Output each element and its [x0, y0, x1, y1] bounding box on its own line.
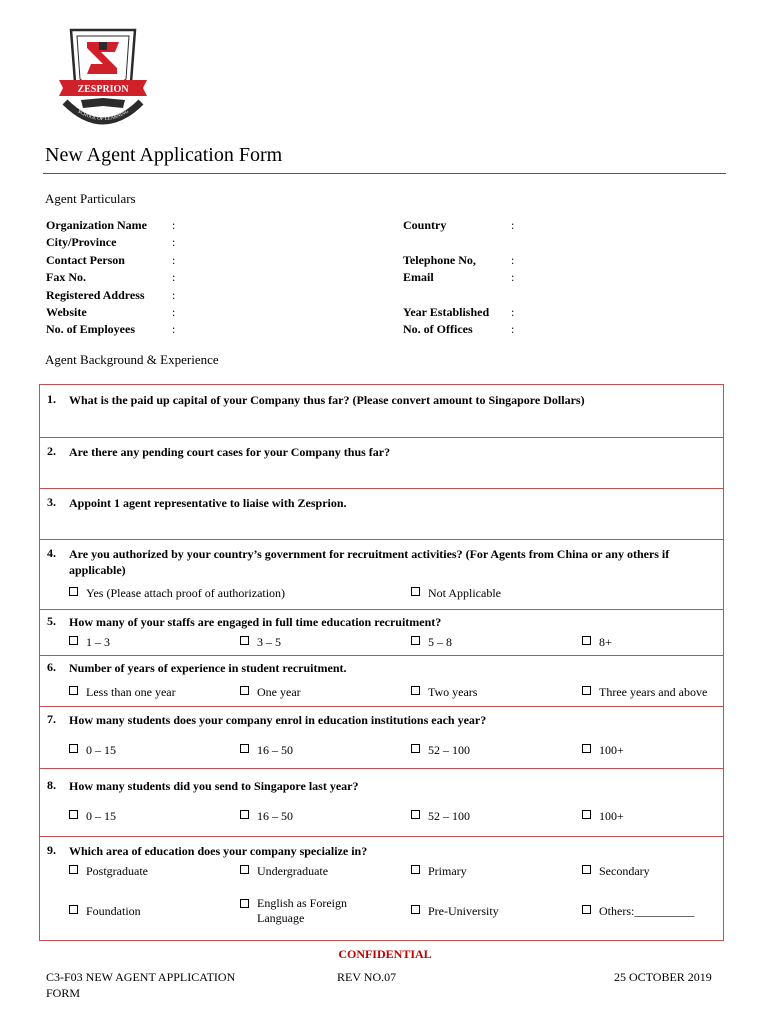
q6-number: 6.: [47, 660, 56, 674]
colon: :: [172, 235, 176, 249]
q2-number: 2.: [47, 444, 56, 458]
checkbox[interactable]: [240, 810, 249, 819]
footer-revision: REV NO.07: [337, 970, 397, 984]
label-contact-person: Contact Person: [46, 253, 125, 267]
q8-option-1[interactable]: 0 – 15: [69, 809, 116, 824]
label-organization-name: Organization Name: [46, 218, 147, 232]
q5-option-2[interactable]: 3 – 5: [240, 635, 281, 650]
checkbox[interactable]: [69, 686, 78, 695]
checkbox[interactable]: [69, 905, 78, 914]
footer-date: 25 OCTOBER 2019: [614, 970, 712, 984]
q8-option-2[interactable]: 16 – 50: [240, 809, 293, 824]
q8-text: How many students did you send to Singapore last year?: [69, 779, 359, 793]
checkbox[interactable]: [582, 686, 591, 695]
checkbox[interactable]: [411, 744, 420, 753]
label-email: Email: [403, 270, 434, 284]
logo-brand-text: ZESPRION: [77, 84, 129, 95]
checkbox[interactable]: [69, 744, 78, 753]
colon: :: [172, 322, 176, 336]
q6-option-4[interactable]: Three years and above: [582, 685, 707, 700]
title-divider: [43, 173, 726, 174]
label-telephone: Telephone No,: [403, 253, 476, 267]
row-divider: [39, 706, 724, 707]
q1-number: 1.: [47, 392, 56, 406]
q7-text: How many students does your company enrol in education institutions each year?: [69, 713, 487, 727]
agent-particulars-title: Agent Particulars: [45, 191, 136, 206]
row-divider: [39, 437, 724, 438]
checkbox[interactable]: [240, 636, 249, 645]
q5-option-3[interactable]: 5 – 8: [411, 635, 452, 650]
q9-text: Which area of education does your company specialize in?: [69, 844, 368, 858]
row-divider: [39, 768, 724, 769]
colon: :: [511, 322, 515, 336]
colon: :: [172, 305, 176, 319]
checkbox[interactable]: [411, 905, 420, 914]
colon: :: [511, 270, 515, 284]
q9-option-primary[interactable]: Primary: [411, 864, 467, 879]
row-divider: [39, 539, 724, 540]
label-city-province: City/Province: [46, 235, 117, 249]
checkbox[interactable]: [69, 636, 78, 645]
q9-number: 9.: [47, 843, 56, 857]
q8-option-3[interactable]: 52 – 100: [411, 809, 470, 824]
checkbox[interactable]: [582, 744, 591, 753]
q4-option-yes[interactable]: Yes (Please attach proof of authorization): [69, 586, 285, 601]
q5-option-4[interactable]: 8+: [582, 635, 612, 650]
label-website: Website: [46, 305, 87, 319]
q6-text: Number of years of experience in student recruitment.: [69, 661, 347, 675]
q1-text: What is the paid up capital of your Company thus far? (Please convert amount to Singapore Dollars): [69, 393, 585, 407]
q5-text: How many of your staffs are engaged in full time education recruitment?: [69, 615, 442, 629]
q9-option-english-foreign-language[interactable]: English as Foreign Language: [240, 896, 370, 926]
checkbox[interactable]: [240, 899, 249, 908]
checkbox[interactable]: [582, 810, 591, 819]
q4-number: 4.: [47, 546, 56, 560]
checkbox[interactable]: [69, 587, 78, 596]
row-divider: [39, 609, 724, 610]
colon: :: [172, 288, 176, 302]
colon: :: [172, 253, 176, 267]
q4-text: Are you authorized by your country’s government for recruitment activities? (For Agents from China or any others if applicable): [69, 547, 670, 577]
label-year-established: Year Established: [403, 305, 490, 319]
label-fax-no: Fax No.: [46, 270, 86, 284]
row-divider: [39, 488, 724, 489]
q9-option-postgraduate[interactable]: Postgraduate: [69, 864, 148, 879]
checkbox[interactable]: [411, 810, 420, 819]
q2-text: Are there any pending court cases for your Company thus far?: [69, 445, 391, 459]
q8-number: 8.: [47, 778, 56, 792]
confidential-label: CONFIDENTIAL: [338, 947, 432, 961]
q9-option-foundation[interactable]: Foundation: [69, 904, 141, 919]
q6-option-3[interactable]: Two years: [411, 685, 477, 700]
colon: :: [511, 253, 515, 267]
label-country: Country: [403, 218, 447, 232]
q9-option-undergraduate[interactable]: Undergraduate: [240, 864, 328, 879]
label-no-of-employees: No. of Employees: [46, 322, 135, 336]
q6-option-2[interactable]: One year: [240, 685, 301, 700]
q7-option-4[interactable]: 100+: [582, 743, 624, 758]
checkbox[interactable]: [69, 810, 78, 819]
q3-text: Appoint 1 agent representative to liaise with Zesprion.: [69, 496, 347, 510]
label-no-of-offices: No. of Offices: [403, 322, 473, 336]
q6-option-1[interactable]: Less than one year: [69, 685, 176, 700]
checkbox[interactable]: [411, 686, 420, 695]
checkbox[interactable]: [411, 636, 420, 645]
label-registered-address: Registered Address: [46, 288, 145, 302]
form-title: New Agent Application Form: [45, 144, 283, 166]
row-divider: [39, 655, 724, 656]
q9-option-others[interactable]: Others:__________: [582, 904, 694, 919]
checkbox[interactable]: [411, 865, 420, 874]
q5-number: 5.: [47, 614, 56, 628]
checkbox[interactable]: [240, 686, 249, 695]
logo-tagline: SCHOOL OF LEARNING: [76, 109, 130, 123]
q4-option-not-applicable[interactable]: Not Applicable: [411, 586, 501, 601]
checkbox[interactable]: [582, 905, 591, 914]
colon: :: [172, 270, 176, 284]
colon: :: [511, 218, 515, 232]
q5-option-1[interactable]: 1 – 3: [69, 635, 110, 650]
q9-option-pre-university[interactable]: Pre-University: [411, 904, 499, 919]
checkbox[interactable]: [240, 865, 249, 874]
q7-option-3[interactable]: 52 – 100: [411, 743, 470, 758]
q7-number: 7.: [47, 712, 56, 726]
row-divider: [39, 836, 724, 837]
colon: :: [511, 305, 515, 319]
footer-form-code: C3-F03 NEW AGENT APPLICATION FORM: [46, 970, 236, 1000]
agent-background-title: Agent Background & Experience: [45, 352, 219, 367]
zesprion-logo: [57, 22, 149, 134]
q3-number: 3.: [47, 495, 56, 509]
checkbox[interactable]: [411, 587, 420, 596]
q9-option-secondary[interactable]: Secondary: [582, 864, 650, 879]
checkbox[interactable]: [240, 744, 249, 753]
checkbox[interactable]: [582, 636, 591, 645]
q8-option-4[interactable]: 100+: [582, 809, 624, 824]
q7-option-2[interactable]: 16 – 50: [240, 743, 293, 758]
colon: :: [172, 218, 176, 232]
checkbox[interactable]: [69, 865, 78, 874]
checkbox[interactable]: [582, 865, 591, 874]
q7-option-1[interactable]: 0 – 15: [69, 743, 116, 758]
